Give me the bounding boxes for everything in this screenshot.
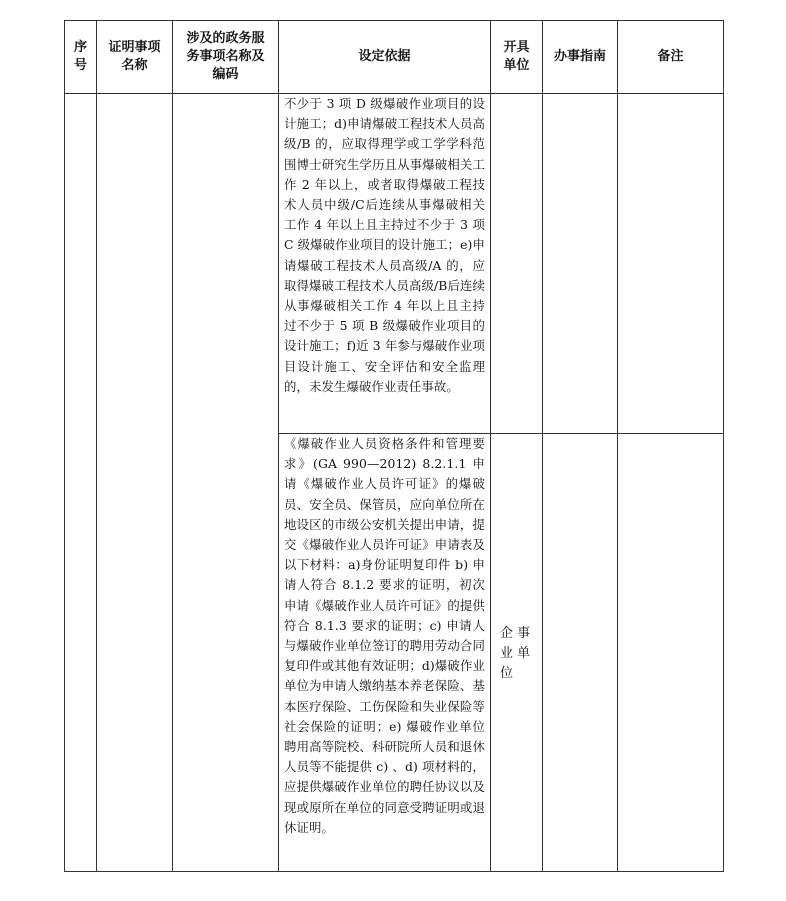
table-row xyxy=(65,94,724,434)
header-row xyxy=(65,21,724,94)
header-service-name: 涉及的政务服 务事项名称及 编码 xyxy=(173,21,279,94)
header-seq: 序 号 xyxy=(65,21,97,94)
cell-issuer xyxy=(491,434,543,872)
header-guide: 办事指南 xyxy=(543,21,618,94)
cell-issuer xyxy=(491,94,543,434)
cell-guide xyxy=(543,434,618,872)
cell-basis: 《爆破作业人员资格条件和管理要求》(GA 990—2012) 8.2.1.1 申请《爆破作业人员许可证》的爆破员、安全员、保管员，应向单位所在地设区的市级公安机关提出申请，提交《爆破作业人员许可证》申请表及以下材料：a)身份证明复印件 b) 申请人符合 8.1.2 要求的证明，初次申请《爆破作业人员许可证》的提供符合 8.1.3 要求的证明；c) 申请人与爆破作业单位签订的聘用劳动合同复印件或其他有效证明；d)爆破作业单位为申请人缴纳基本养老保险、基本医疗保险、工伤保险和失业保险等社会保险的证明；e) 爆破作业单位聘用高等院校、科研院所人员和退休人员等不能提供 c) 、d) 项材料的，应提供爆破作业单位的聘任协议以及现或原所在单位的同意受聘证明或退休证明。 xyxy=(279,434,491,872)
cell-remark xyxy=(618,94,724,434)
header-cert-name: 证明事项 名称 xyxy=(97,21,173,94)
issuer-text: 企 事 业 单 位 xyxy=(500,626,531,681)
header-remark: 备注 xyxy=(618,21,724,94)
cell-seq xyxy=(65,94,97,872)
header-basis: 设定依据 xyxy=(279,21,491,94)
header-issuer: 开具 单位 xyxy=(491,21,543,94)
certificate-table xyxy=(64,20,724,872)
cell-cert-name xyxy=(97,94,173,872)
cell-guide xyxy=(543,94,618,434)
cell-remark xyxy=(618,434,724,872)
cell-service-name xyxy=(173,94,279,872)
cell-basis: 不少于 3 项 D 级爆破作业项目的设计施工；d)申请爆破工程技术人员高级/B 的，应取得理学或工学学科范围博士研究生学历且从事爆破相关工作 2 年以上，或者取得爆破工程技术人员中级/C后连续从事爆破相关工作 4 年以上且主持过不少于 3 项 C 级爆破作业项目的设计施工；e)申请爆破工程技术人员高级/A 的，应取得爆破工程技术人员高级/B后连续从事爆破相关工作 4 年以上且主持过不少于 5 项 B 级爆破作业项目的设计施工；f)近 3 年参与爆破作业项目设计施工、安全评估和安全监理的，未发生爆破作业责任事故。 xyxy=(279,94,491,434)
